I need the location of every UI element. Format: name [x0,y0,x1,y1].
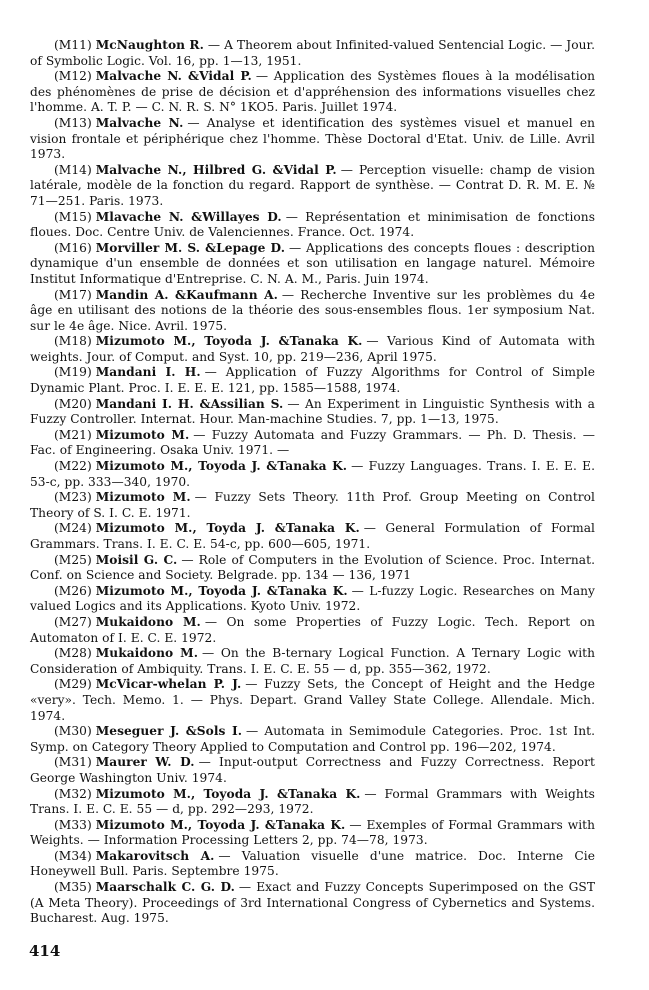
reference-number: (M30) [54,724,92,739]
reference-authors: Mukaidono M. [95,614,201,629]
reference-number: (M25) [54,552,92,567]
reference-number: (M14) [54,162,92,177]
reference-authors: Meseguer J. &Sols I. [95,724,242,739]
reference-number: (M18) [54,334,92,349]
reference-authors: Moisil G. C. [95,552,178,567]
reference-text: — Représentation et minimisation de fonctions floues. Doc. Centre Univ. de Valenciennes. France. Oct. 1974. [30,209,595,240]
reference-entry [30,849,595,880]
reference-entry [30,397,595,428]
reference-entry [30,615,595,646]
reference-number: (M12) [54,69,92,84]
reference-entry [30,677,595,724]
reference-authors: Malvache N. &Vidal P. [95,69,252,84]
reference-text: — Exemples of Formal Grammars with Weights. — Information Processing Letters 2, pp. 74—78, 1973. [30,817,595,848]
reference-text: — Formal Grammars with Weights Trans. I. E. C. E. 55 — d, pp. 292—293, 1972. [30,786,595,817]
reference-entry [30,755,595,786]
reference-authors: McNaughton R. [95,38,204,52]
reference-number: (M15) [54,209,92,224]
reference-list [30,38,595,927]
reference-text: — Fuzzy Automata and Fuzzy Grammars. — Ph. D. Thesis. — Fac. of Engineering. Osaka Univ. 1971. — [30,427,595,458]
reference-entry [30,334,595,365]
page-number: 414 [29,942,61,960]
reference-entry [30,553,595,584]
reference-number: (M34) [54,848,92,863]
reference-authors: Mandani I. H. [95,365,201,380]
reference-number: (M31) [54,755,92,770]
reference-authors: Morviller M. S. &Lepage D. [95,240,286,255]
reference-entry [30,288,595,335]
reference-text: — On the B-ternary Logical Function. A Ternary Logic with Consideration of Ambiquity. Trans. I. E. C. E. 55 — d, pp. 355—362, 1972. [30,646,595,676]
reference-authors: Mizumoto M., Toyoda J. &Tanaka K. [95,817,346,832]
reference-text: — Fuzzy Sets, the Concept of Height and the Hedge «very». Tech. Memo. 1. — Phys. Depart. Grand Valley State College. Allendale. Mich. 1974. [30,677,595,723]
reference-number: (M27) [54,614,92,629]
reference-entry [30,428,595,459]
reference-authors: Mizumoto M., Toyoda J. &Tanaka K. [95,583,348,598]
reference-text: — On some Properties of Fuzzy Logic. Tech. Report on Automaton of I. E. C. E. 1972. [30,614,595,645]
reference-text: — Recherche Inventive sur les problèmes du 4e âge en utilisant des notions de la théorie des sous-ensembles flous. 1er symposium Nat. sur le 4e âge. Nice. Avril. 1975. [30,287,595,333]
reference-authors: Mizumoto M., Toyoda J. &Tanaka K. [95,334,363,349]
reference-number: (M13) [54,115,92,130]
reference-authors: Malvache N. [95,115,184,130]
reference-authors: Malvache N., Hilbred G. &Vidal P. [95,162,337,177]
reference-entry [30,521,595,552]
reference-text: — Application des Systèmes floues à la modélisation des phénomènes de prise de décision et d'appréhension des informations visuelles chez l'homme. A. T. P. — C. N. R. S. N° 1KO5. Paris. Juillet 1974. [30,69,595,115]
reference-entry [30,241,595,288]
reference-text: — Fuzzy Languages. Trans. I. E. E. E. 53-c, pp. 333—340, 1970. [30,459,595,489]
reference-number: (M23) [54,490,92,505]
reference-authors: Maarschalk C. G. D. [95,880,235,895]
reference-entry [30,163,595,210]
reference-number: (M17) [54,287,92,302]
reference-authors: Mandin A. &Kaufmann A. [95,287,278,302]
reference-text: — Valuation visuelle d'une matrice. Doc. Interne Cie Honeywell Bull. Paris. Septembre 1975. [30,848,595,879]
reference-text: — An Experiment in Linguistic Synthesis with a Fuzzy Controller. Internat. Hour. Man-machine Studies. 7, pp. 1—13, 1975. [30,396,595,427]
reference-number: (M24) [54,521,92,536]
reference-entry [30,459,595,490]
reference-authors: Mizumoto M., Toyoda J. &Tanaka K. [95,459,348,474]
reference-text: — Application of Fuzzy Algorithms for Control of Simple Dynamic Plant. Proc. I. E. E. E. 121, pp. 1585—1588, 1974. [30,365,596,396]
reference-authors: McVicar-whelan P. J. [95,677,242,692]
reference-entry [30,365,595,396]
reference-number: (M21) [54,427,92,442]
reference-entry [30,116,595,163]
reference-number: (M11) [54,38,92,52]
reference-authors: Makarovitsch A. [95,848,215,863]
reference-text: — Input-output Correctness and Fuzzy Correctness. Report George Washington Univ. 1974. [30,755,595,785]
reference-authors: Mlavache N. &Willayes D. [95,209,282,224]
reference-number: (M32) [54,786,92,801]
reference-authors: Mizumoto M. [95,427,190,442]
reference-entry [30,818,595,849]
reference-number: (M16) [54,240,92,255]
reference-entry [30,584,595,615]
reference-authors: Mizumoto M., Toyoda J. &Tanaka K. [95,786,361,801]
reference-number: (M19) [54,365,92,380]
reference-text: — A Theorem about Infinited-valued Sentencial Logic. — Jour. of Symbolic Logic. Vol. 16, pp. 1—13, 1951. [30,38,595,68]
reference-entry [30,646,595,677]
reference-text: — Applications des concepts floues : description dynamique d'un ensemble de données et son utilisation en langage naturel. Mémoire Institut Informatique d'Entreprise. C. N. A. M., Paris. Juin 1974. [30,240,596,286]
reference-authors: Mizumoto M., Toyda J. &Tanaka K. [95,521,360,536]
reference-text: — Automata in Semimodule Categories. Proc. 1st Int. Symp. on Category Theory Applied to Computation and Control pp. 196—202, 1974. [30,724,595,754]
reference-entry [30,490,595,521]
reference-number: (M20) [54,396,92,411]
reference-number: (M26) [54,583,92,598]
reference-authors: Mandani I. H. &Assilian S. [95,396,284,411]
reference-authors: Mizumoto M. [95,490,191,505]
reference-number: (M29) [54,677,92,692]
reference-text: — Various Kind of Automata with weights. Jour. of Comput. and Syst. 10, pp. 219—236, April 1975. [30,334,595,364]
reference-entry [30,880,595,927]
reference-number: (M35) [54,880,92,895]
reference-entry [30,69,595,116]
reference-entry [30,210,595,241]
reference-entry [30,724,595,755]
reference-authors: Mukaidono M. [95,646,198,661]
reference-text: — Analyse et identification des systèmes visuel et manuel en vision frontale et périphérique chez l'homme. Thèse Doctoral d'Etat. Univ. de Lille. Avril 1973. [30,115,596,162]
reference-entry [30,787,595,818]
reference-text: — General Formulation of Formal Grammars. Trans. I. E. C. E. 54-c, pp. 600—605, 1971. [30,521,595,551]
reference-entry [30,38,595,69]
reference-text: — L-fuzzy Logic. Researches on Many valued Logics and its Applications. Kyoto Univ. 1972. [30,583,595,614]
reference-number: (M28) [54,646,92,661]
reference-number: (M22) [54,459,92,474]
reference-text: — Role of Computers in the Evolution of Science. Proc. Internat. Conf. on Science and Society. Belgrade. pp. 134 — 136, 1971 [30,552,595,583]
reference-text: — Fuzzy Sets Theory. 11th Prof. Group Meeting on Control Theory of S. I. C. E. 1971. [30,490,595,520]
reference-number: (M33) [54,817,92,832]
reference-authors: Maurer W. D. [95,755,195,770]
reference-text: — Perception visuelle: champ de vision latérale, modèle de la fonction du regard. Rapport de synthèse. — Contrat D. R. M. E. № 71—251. Paris. 1973. [30,162,596,208]
reference-text: — Exact and Fuzzy Concepts Superimposed on the GST (A Meta Theory). Proceedings of 3rd International Congress of Cybernetics and Systems. Bucharest. Aug. 1975. [30,880,595,926]
